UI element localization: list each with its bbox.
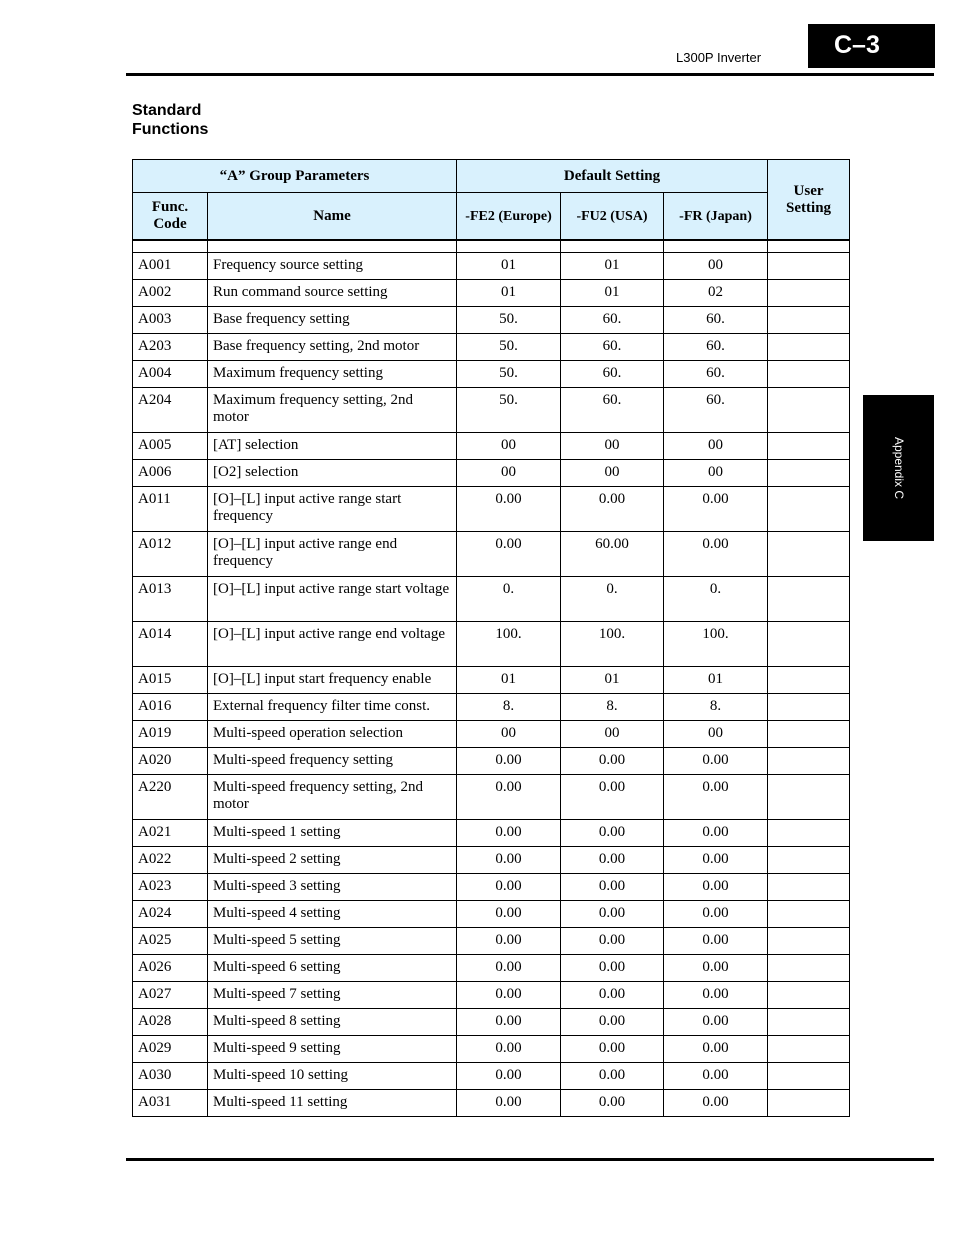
table-row [133, 901, 850, 928]
table-row [133, 433, 850, 460]
fu2-default-cell: 0.00 [561, 928, 664, 955]
user-setting-cell[interactable] [768, 955, 850, 982]
name-cell: Frequency source setting [208, 253, 457, 280]
fe2-default-cell: 0.00 [457, 1009, 561, 1036]
name-cell: Multi-speed frequency setting, 2nd motor [208, 775, 457, 820]
fr-default-cell: 0.00 [664, 820, 768, 847]
name-cell: [AT] selection [208, 433, 457, 460]
fu2-default-cell: 0.00 [561, 1009, 664, 1036]
fr-default-cell: 0.00 [664, 1090, 768, 1117]
user-setting-cell[interactable] [768, 532, 850, 577]
fe2-default-cell: 0.00 [457, 847, 561, 874]
func-code-cell: A026 [133, 955, 208, 982]
fr-default-cell: 0. [664, 577, 768, 622]
func-code-cell: A020 [133, 748, 208, 775]
fr-default-cell: 0.00 [664, 901, 768, 928]
user-setting-cell[interactable] [768, 748, 850, 775]
user-setting-cell[interactable] [768, 577, 850, 622]
func-code-cell: A204 [133, 388, 208, 433]
table-row [133, 775, 850, 820]
func-code-cell: A004 [133, 361, 208, 388]
name-cell: Multi-speed 6 setting [208, 955, 457, 982]
fr-default-cell: 01 [664, 667, 768, 694]
fr-default-cell: 0.00 [664, 847, 768, 874]
func-code-cell: A022 [133, 847, 208, 874]
user-setting-cell[interactable] [768, 622, 850, 667]
user-setting-cell[interactable] [768, 928, 850, 955]
fu2-default-cell: 01 [561, 667, 664, 694]
fu2-default-cell: 01 [561, 280, 664, 307]
fr-default-cell: 0.00 [664, 874, 768, 901]
func-code-cell: A031 [133, 1090, 208, 1117]
user-setting-cell[interactable] [768, 847, 850, 874]
user-setting-cell[interactable] [768, 460, 850, 487]
fr-default-cell: 0.00 [664, 1063, 768, 1090]
fe2-default-cell: 0.00 [457, 1090, 561, 1117]
fe2-default-cell: 0.00 [457, 982, 561, 1009]
name-cell: Multi-speed frequency setting [208, 748, 457, 775]
fe2-default-cell: 0.00 [457, 955, 561, 982]
fe2-default-cell: 01 [457, 253, 561, 280]
fu2-default-cell: 0.00 [561, 874, 664, 901]
user-setting-cell[interactable] [768, 721, 850, 748]
fr-default-cell: 100. [664, 622, 768, 667]
fe2-default-cell: 0.00 [457, 748, 561, 775]
func-code-cell: A023 [133, 874, 208, 901]
fr-default-cell: 0.00 [664, 748, 768, 775]
table-row [133, 361, 850, 388]
fu2-default-cell: 0.00 [561, 820, 664, 847]
user-setting-header-line2: Setting [786, 199, 832, 216]
func-code-cell: A029 [133, 1036, 208, 1063]
fe2-default-cell: 01 [457, 280, 561, 307]
table-row [133, 982, 850, 1009]
table-row [133, 280, 850, 307]
table-row [133, 694, 850, 721]
func-code-cell: A001 [133, 253, 208, 280]
table-row [133, 388, 850, 433]
table-row [133, 1036, 850, 1063]
user-setting-cell[interactable] [768, 253, 850, 280]
fu2-default-cell: 00 [561, 721, 664, 748]
func-code-cell: A203 [133, 334, 208, 361]
fu2-default-cell: 8. [561, 694, 664, 721]
table-row [133, 721, 850, 748]
fr-default-cell: 0.00 [664, 532, 768, 577]
user-setting-cell[interactable] [768, 361, 850, 388]
fr-default-cell: 0.00 [664, 1036, 768, 1063]
page-number-tab: C–3 [808, 24, 935, 68]
fe2-default-cell: 0.00 [457, 874, 561, 901]
name-cell: Maximum frequency setting [208, 361, 457, 388]
name-cell: Multi-speed 9 setting [208, 1036, 457, 1063]
name-header: Name [208, 193, 457, 241]
table-row [133, 577, 850, 622]
name-cell: Multi-speed operation selection [208, 721, 457, 748]
table-row [133, 928, 850, 955]
user-setting-cell[interactable] [768, 1009, 850, 1036]
func-code-header-line2: Code [153, 216, 187, 232]
fe2-default-cell: 50. [457, 361, 561, 388]
user-setting-cell[interactable] [768, 820, 850, 847]
fr-default-cell: 0.00 [664, 928, 768, 955]
fr-default-cell: 0.00 [664, 955, 768, 982]
table-row [133, 307, 850, 334]
fe2-default-cell: 0.00 [457, 532, 561, 577]
name-cell: [O]–[L] input active range end voltage [208, 622, 457, 667]
table-row [133, 1090, 850, 1117]
name-cell: [O]–[L] input start frequency enable [208, 667, 457, 694]
user-setting-cell[interactable] [768, 433, 850, 460]
fu2-default-cell: 00 [561, 433, 664, 460]
user-setting-cell[interactable] [768, 874, 850, 901]
func-code-cell: A021 [133, 820, 208, 847]
fe2-default-cell: 0.00 [457, 901, 561, 928]
table-row [133, 955, 850, 982]
table-row [133, 622, 850, 667]
name-cell: External frequency filter time const. [208, 694, 457, 721]
fu2-default-cell: 0.00 [561, 748, 664, 775]
fr-default-cell: 00 [664, 433, 768, 460]
appendix-side-tab-label: Appendix C [891, 436, 906, 500]
func-code-cell: A027 [133, 982, 208, 1009]
fe2-default-cell: 50. [457, 388, 561, 433]
fe2-default-cell: 00 [457, 433, 561, 460]
fe2-default-cell: 50. [457, 334, 561, 361]
fu2-default-cell: 0.00 [561, 775, 664, 820]
fr-default-cell: 60. [664, 307, 768, 334]
table-row [133, 487, 850, 532]
fr-default-cell: 0.00 [664, 982, 768, 1009]
fe2-header: -FE2 (Europe) [457, 193, 561, 241]
fr-default-cell: 60. [664, 361, 768, 388]
func-code-cell: A011 [133, 487, 208, 532]
fu2-default-cell: 60. [561, 388, 664, 433]
fe2-default-cell: 00 [457, 460, 561, 487]
name-cell: [O]–[L] input active range end frequency [208, 532, 457, 577]
func-code-cell: A028 [133, 1009, 208, 1036]
fe2-default-cell: 0.00 [457, 1036, 561, 1063]
fu2-default-cell: 0.00 [561, 955, 664, 982]
name-cell: [O]–[L] input active range start voltage [208, 577, 457, 622]
func-code-cell: A030 [133, 1063, 208, 1090]
name-cell: Run command source setting [208, 280, 457, 307]
name-cell: Multi-speed 4 setting [208, 901, 457, 928]
fu2-default-cell: 0.00 [561, 1090, 664, 1117]
user-setting-cell[interactable] [768, 1090, 850, 1117]
user-setting-cell[interactable] [768, 775, 850, 820]
fr-default-cell: 0.00 [664, 487, 768, 532]
func-code-cell: A005 [133, 433, 208, 460]
user-setting-header-line1: User [793, 182, 824, 199]
name-cell: Multi-speed 7 setting [208, 982, 457, 1009]
user-setting-cell[interactable] [768, 307, 850, 334]
fe2-default-cell: 0.00 [457, 820, 561, 847]
fu2-default-cell: 0.00 [561, 487, 664, 532]
fu2-default-cell: 00 [561, 460, 664, 487]
func-code-cell: A015 [133, 667, 208, 694]
func-code-cell: A012 [133, 532, 208, 577]
table-row [133, 532, 850, 577]
section-heading [132, 101, 208, 139]
fr-default-cell: 8. [664, 694, 768, 721]
fr-default-cell: 02 [664, 280, 768, 307]
header-spacer-row [133, 240, 850, 253]
func-code-cell: A002 [133, 280, 208, 307]
fu2-default-cell: 0.00 [561, 1063, 664, 1090]
table-row [133, 820, 850, 847]
fe2-default-cell: 00 [457, 721, 561, 748]
fu2-default-cell: 60. [561, 334, 664, 361]
appendix-side-tab [863, 395, 934, 541]
fu2-default-cell: 60.00 [561, 532, 664, 577]
user-setting-cell[interactable] [768, 388, 850, 433]
table-row [133, 667, 850, 694]
document-title: L300P Inverter [676, 50, 762, 65]
table-row [133, 334, 850, 361]
func-code-cell: A003 [133, 307, 208, 334]
fr-default-cell: 00 [664, 721, 768, 748]
fr-default-cell: 60. [664, 334, 768, 361]
name-cell: Multi-speed 1 setting [208, 820, 457, 847]
fr-default-cell: 0.00 [664, 775, 768, 820]
fe2-default-cell: 100. [457, 622, 561, 667]
fr-default-cell: 00 [664, 460, 768, 487]
name-cell: Multi-speed 11 setting [208, 1090, 457, 1117]
func-code-cell: A024 [133, 901, 208, 928]
section-heading-line2: Functions [132, 121, 209, 138]
user-setting-cell[interactable] [768, 334, 850, 361]
fu2-default-cell: 0.00 [561, 982, 664, 1009]
fe2-default-cell: 0.00 [457, 1063, 561, 1090]
fr-default-cell: 60. [664, 388, 768, 433]
func-code-cell: A025 [133, 928, 208, 955]
fe2-default-cell: 01 [457, 667, 561, 694]
user-setting-cell[interactable] [768, 667, 850, 694]
name-cell: Multi-speed 3 setting [208, 874, 457, 901]
fr-header: -FR (Japan) [664, 193, 768, 241]
group-header: “A” Group Parameters [133, 160, 457, 193]
fu2-default-cell: 0. [561, 577, 664, 622]
user-setting-cell[interactable] [768, 1063, 850, 1090]
fe2-default-cell: 8. [457, 694, 561, 721]
footer-rule [126, 1158, 934, 1161]
name-cell: Multi-speed 8 setting [208, 1009, 457, 1036]
table-row [133, 1063, 850, 1090]
user-setting-header [768, 160, 850, 241]
table-row [133, 460, 850, 487]
name-cell: Base frequency setting, 2nd motor [208, 334, 457, 361]
fr-default-cell: 00 [664, 253, 768, 280]
user-setting-cell[interactable] [768, 901, 850, 928]
user-setting-cell[interactable] [768, 694, 850, 721]
name-cell: Multi-speed 10 setting [208, 1063, 457, 1090]
section-heading-line1: Standard [132, 102, 202, 119]
func-code-cell: A013 [133, 577, 208, 622]
parameter-table [132, 159, 850, 1117]
fe2-default-cell: 0.00 [457, 775, 561, 820]
fe2-default-cell: 0. [457, 577, 561, 622]
table-row [133, 874, 850, 901]
func-code-cell: A220 [133, 775, 208, 820]
fu2-default-cell: 0.00 [561, 901, 664, 928]
table-row [133, 847, 850, 874]
func-code-cell: A019 [133, 721, 208, 748]
fu2-header: -FU2 (USA) [561, 193, 664, 241]
fe2-default-cell: 0.00 [457, 487, 561, 532]
user-setting-cell[interactable] [768, 280, 850, 307]
fr-default-cell: 0.00 [664, 1009, 768, 1036]
table-row [133, 1009, 850, 1036]
func-code-cell: A016 [133, 694, 208, 721]
fu2-default-cell: 0.00 [561, 1036, 664, 1063]
user-setting-cell[interactable] [768, 487, 850, 532]
user-setting-cell[interactable] [768, 982, 850, 1009]
parameter-table-body [133, 240, 850, 1117]
fu2-default-cell: 0.00 [561, 847, 664, 874]
name-cell: [O2] selection [208, 460, 457, 487]
default-setting-header: Default Setting [457, 160, 768, 193]
fu2-default-cell: 100. [561, 622, 664, 667]
name-cell: Multi-speed 5 setting [208, 928, 457, 955]
fe2-default-cell: 50. [457, 307, 561, 334]
fe2-default-cell: 0.00 [457, 928, 561, 955]
func-code-cell: A006 [133, 460, 208, 487]
header-rule [126, 73, 934, 76]
table-row [133, 253, 850, 280]
name-cell: Multi-speed 2 setting [208, 847, 457, 874]
fu2-default-cell: 60. [561, 361, 664, 388]
func-code-header [133, 193, 208, 241]
fu2-default-cell: 60. [561, 307, 664, 334]
name-cell: [O]–[L] input active range start frequency [208, 487, 457, 532]
name-cell: Maximum frequency setting, 2nd motor [208, 388, 457, 433]
table-row [133, 748, 850, 775]
func-code-header-line1: Func. [151, 199, 189, 215]
name-cell: Base frequency setting [208, 307, 457, 334]
user-setting-cell[interactable] [768, 1036, 850, 1063]
func-code-cell: A014 [133, 622, 208, 667]
fu2-default-cell: 01 [561, 253, 664, 280]
